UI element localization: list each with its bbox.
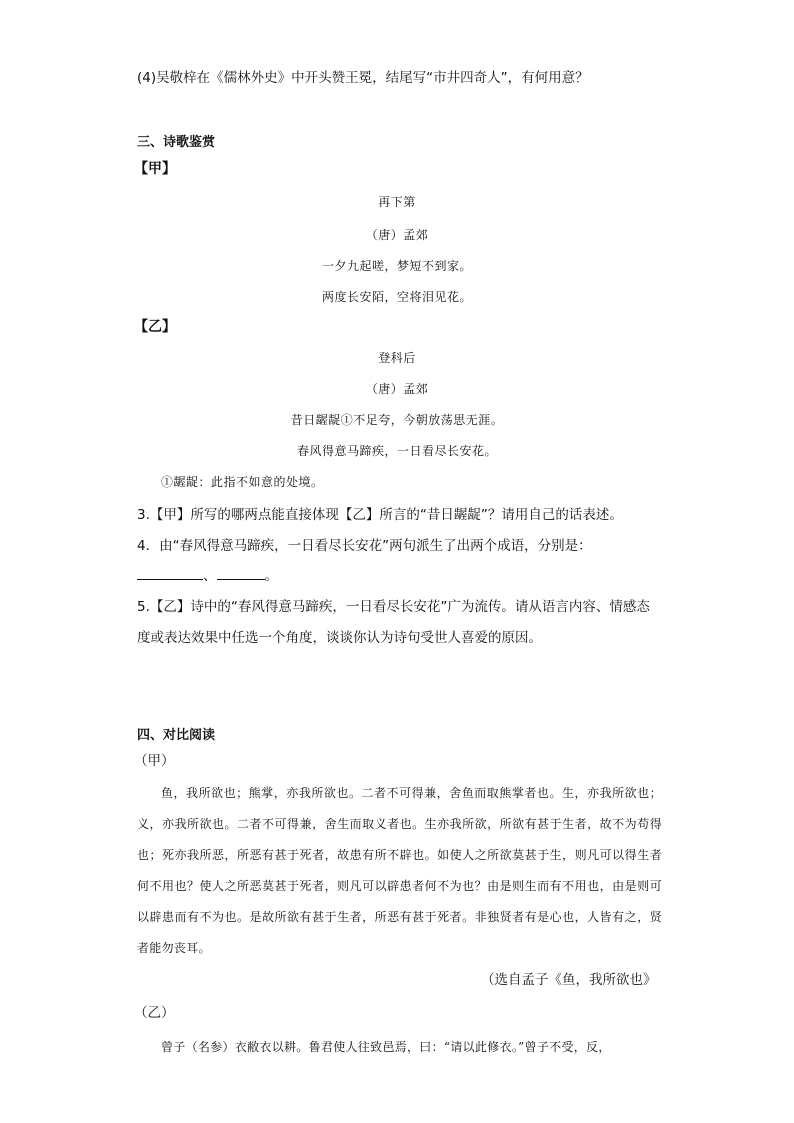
footnote: ①龌龊：此指不如意的处境。	[161, 475, 324, 489]
passage-jia-label: （甲）	[134, 753, 175, 769]
question-4-rulin: (4)吴敬梓在《儒林外史》中开头赞王冕，结尾写“市井四奇人”，有何用意？	[137, 70, 589, 86]
poem-jia-line-2: 两度长安陌，空将泪见花。	[321, 290, 472, 304]
poem-jia-line-1: 一夕九起嗟，梦短不到家。	[321, 259, 472, 273]
answer-blank-2[interactable]	[217, 567, 265, 580]
poem-yi-author: （唐）孟郊	[365, 382, 429, 396]
question-5-line-1: 5.【乙】诗中的“春风得意马蹄疾，一日看尽长安花”广为流传。请从语言内容、情感态	[137, 599, 650, 615]
poem-yi-title: 登科后	[378, 351, 416, 365]
answer-blanks	[137, 567, 278, 585]
poem-yi-line-2: 春风得意马蹄疾，一日看尽长安花。	[296, 444, 497, 458]
poem-yi-label: 【乙】	[134, 319, 176, 335]
question-5-line-2: 度或表达效果中任选一个角度，谈谈你认为诗句受世人喜爱的原因。	[137, 630, 542, 646]
passage-yi-text: 曾子（名参）衣敝衣以耕。鲁君使人往致邑焉，曰：“请以此修衣。”曾子不受，反，	[161, 1040, 611, 1054]
poem-jia-label: 【甲】	[134, 161, 176, 177]
answer-blank-1[interactable]	[137, 567, 203, 580]
question-3: 3.【甲】所写的哪两点能直接体现【乙】所言的“昔日龌龊”？请用自己的话表述。	[137, 507, 623, 523]
poem-jia-title: 再下第	[378, 195, 416, 209]
blank-end: 。	[264, 568, 278, 584]
poem-jia-author: （唐）孟郊	[365, 228, 429, 242]
blank-separator: 、	[203, 568, 217, 584]
question-4-idioms: 4．由“春风得意马蹄疾，一日看尽长安花”两句派生了出两个成语，分别是：	[137, 538, 592, 554]
passage-jia-text: 鱼，我所欲也；熊掌，亦我所欲也。二者不可得兼，舍鱼而取熊掌者也。生，亦我所欲也；义，亦我所欲也。二者不可得兼，舍生而取义者也。生亦我所欲，所欲有甚于生者，故不为苟得也；死亦我所恶，所恶有甚于死者，故患有所不辟也。如使人之所欲莫甚于生，则凡可以得生者何不用也？使人之所恶莫甚于死者，则凡可以辟患者何不为也？由是则生而有不用也，由是则可以辟患而有不为也。是故所欲有甚于生者，所恶有甚于死者。非独贤者有是心也，人皆有之，贤者能勿丧耳。	[137, 786, 662, 955]
passage-jia	[137, 778, 662, 964]
section-3-heading: 三、诗歌鉴赏	[137, 135, 216, 150]
section-4-heading: 四、对比阅读	[137, 728, 216, 743]
passage-yi-label: （乙）	[134, 1005, 175, 1021]
passage-jia-source: （选自孟子《鱼，我所欲也》	[481, 972, 657, 988]
passage-yi	[137, 1032, 662, 1063]
poem-yi-line-1: 昔日龌龊①不足夸，今朝放荡思无涯。	[290, 413, 504, 427]
